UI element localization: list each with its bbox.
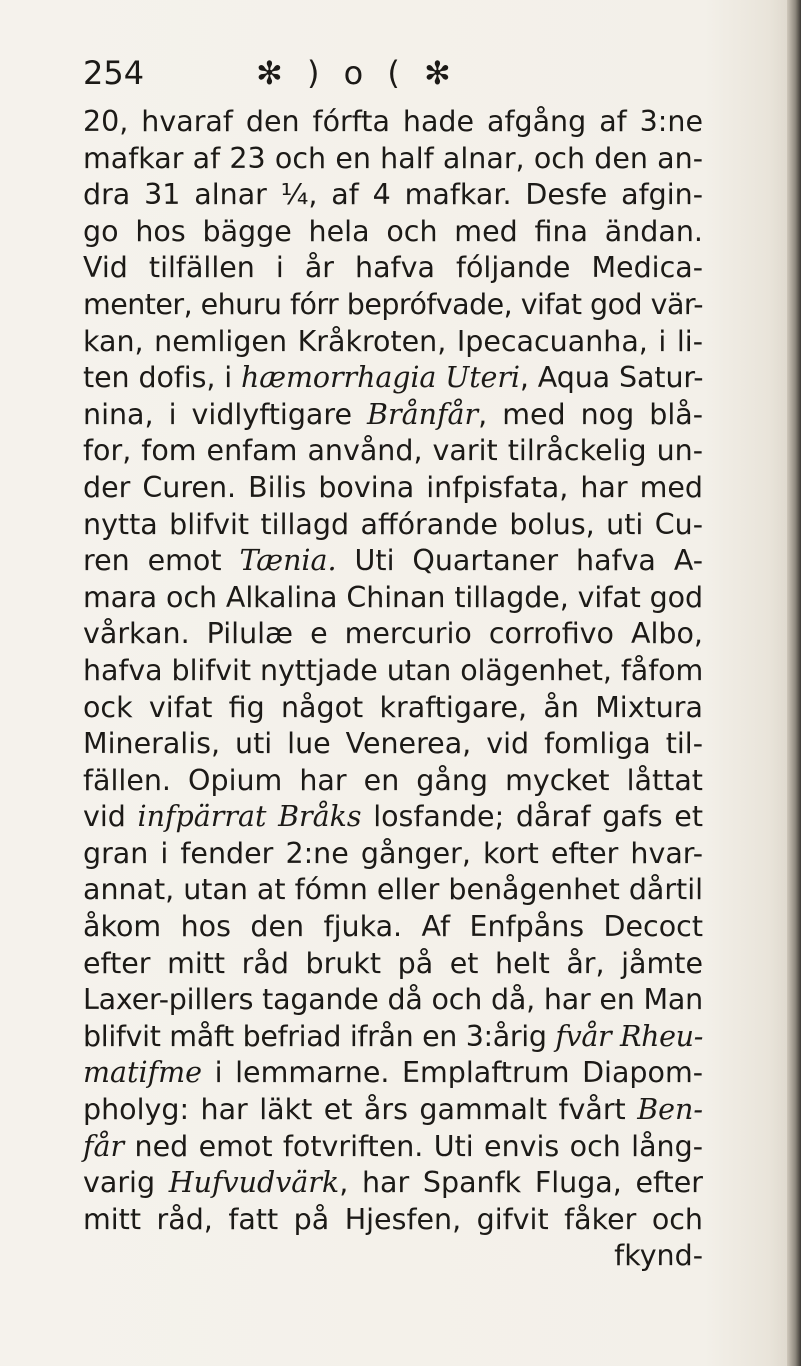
- text-segment: i lemmarne. Emplaftrum Diapom-: [202, 1056, 703, 1090]
- text-line: [83, 141, 703, 178]
- italic-text-segment: Brånfår: [367, 397, 479, 431]
- text-line: [83, 1092, 703, 1129]
- text-line: [83, 616, 703, 653]
- body-text: [83, 104, 703, 1275]
- text-line: [83, 470, 703, 507]
- italic-text-segment: Tænia.: [239, 544, 337, 578]
- text-segment: fällen. Opium har en gång mycket låttat: [83, 763, 703, 797]
- text-line: [83, 946, 703, 983]
- text-segment: åkom hos den fjuka. Af Enfpåns Decoct: [83, 910, 703, 944]
- text-segment: for, fom enfam anvånd, varit tilråckelig un-: [83, 434, 703, 468]
- text-line: [83, 799, 703, 836]
- text-line: [83, 250, 703, 287]
- text-line: [83, 836, 703, 873]
- text-segment: hafva blifvit nyttjade utan olägenhet, fåfom: [83, 653, 704, 687]
- text-segment: annat, utan at fómn eller benågenhet dårtil: [83, 873, 703, 907]
- text-segment: mara och Alkalina Chinan tillagde, vifat god: [83, 580, 703, 614]
- italic-text-segment: infpärrat Bråks: [137, 800, 362, 834]
- text-segment: Vid tilfällen i år hafva fóljande Medica-: [83, 251, 703, 285]
- text-segment: pholyg: har läkt et års gammalt fvårt: [83, 1093, 638, 1127]
- text-line: [83, 287, 703, 324]
- text-segment: dra 31 alnar ¼, af 4 mafkar. Desfe afgin-: [83, 178, 703, 212]
- text-segment: ren emot: [83, 544, 240, 578]
- text-segment: losfande; dåraf gafs et: [361, 800, 703, 834]
- text-segment: ten dofis, i: [83, 361, 242, 395]
- text-segment: efter mitt råd brukt på et helt år, jåmte: [83, 946, 703, 980]
- text-segment: kan, nemligen Kråkroten, Ipecacuanha, i li-: [83, 324, 703, 358]
- text-segment: fkynd-: [614, 1239, 703, 1273]
- italic-text-segment: Hufvudvärk: [168, 1166, 340, 1200]
- italic-text-segment: Ben-: [637, 1093, 703, 1127]
- text-segment: ned emot fotvriften. Uti envis och lång-: [124, 1129, 703, 1163]
- header-ornament: ✻ ) o ( ✻: [256, 54, 453, 92]
- running-header: [83, 48, 563, 98]
- text-line: [83, 982, 703, 1019]
- text-line: [83, 360, 703, 397]
- text-segment: 20, hvaraf den fórfta hade afgång af 3:ne: [83, 105, 703, 138]
- text-line: [83, 1202, 703, 1239]
- text-line: [83, 763, 703, 800]
- text-line: [83, 690, 703, 727]
- text-line: [83, 324, 703, 361]
- text-segment: nytta blifvit tillagd affórande bolus, uti Cu-: [83, 507, 703, 541]
- text-line: [83, 104, 703, 141]
- text-line: [83, 1165, 703, 1202]
- text-line: [83, 397, 703, 434]
- text-line: [83, 1238, 703, 1275]
- italic-text-segment: fvår Rheu-: [555, 1019, 703, 1053]
- text-segment: vårkan. Pilulæ e mercurio corrofivo Albo,: [83, 617, 703, 651]
- text-line: [83, 1129, 703, 1166]
- page-number: 254: [83, 54, 145, 92]
- text-line: [83, 507, 703, 544]
- text-line: [83, 872, 703, 909]
- text-line: [83, 177, 703, 214]
- text-segment: ock vifat fig något kraftigare, ån Mixtura: [83, 690, 703, 724]
- text-line: [83, 726, 703, 763]
- text-line: [83, 214, 703, 251]
- text-line: [83, 580, 703, 617]
- text-segment: vid: [83, 800, 138, 834]
- page-edge-shadow: [787, 0, 801, 1366]
- text-segment: menter, ehuru fórr beprófvade, vifat god vär-: [83, 287, 703, 321]
- text-line: [83, 543, 703, 580]
- text-segment: mitt råd, fatt på Hjesfen, gifvit fåker och: [83, 1202, 703, 1236]
- text-segment: gran i fender 2:ne gånger, kort efter hvar-: [83, 836, 703, 870]
- italic-text-segment: hæmorrhagia Uteri: [241, 361, 520, 395]
- text-segment: der Curen. Bilis bovina infpisfata, har med: [83, 470, 703, 504]
- text-segment: Uti Quartaner hafva A-: [336, 544, 703, 578]
- text-segment: nina, i vidlyftigare: [83, 397, 368, 431]
- text-line: [83, 909, 703, 946]
- text-segment: , Aqua Satur-: [519, 361, 704, 395]
- text-segment: , med nog blå-: [478, 397, 703, 431]
- text-segment: blifvit måft befriad ifrån en 3:årig: [83, 1019, 556, 1053]
- text-line: [83, 1055, 703, 1092]
- text-segment: mafkar af 23 och en half alnar, och den an-: [83, 141, 703, 175]
- text-line: [83, 1019, 703, 1056]
- text-segment: Laxer-pillers tagande då och då, har en Man: [83, 983, 703, 1017]
- text-segment: varig: [83, 1166, 169, 1200]
- italic-text-segment: får: [83, 1129, 125, 1163]
- text-segment: Mineralis, uti lue Venerea, vid fomliga til-: [83, 727, 703, 761]
- text-line: [83, 433, 703, 470]
- italic-text-segment: matifme: [83, 1056, 203, 1090]
- text-segment: , har Spanfk Fluga, efter: [339, 1166, 703, 1200]
- text-line: [83, 653, 703, 690]
- text-segment: go hos bägge hela och med fina ändan.: [83, 214, 703, 248]
